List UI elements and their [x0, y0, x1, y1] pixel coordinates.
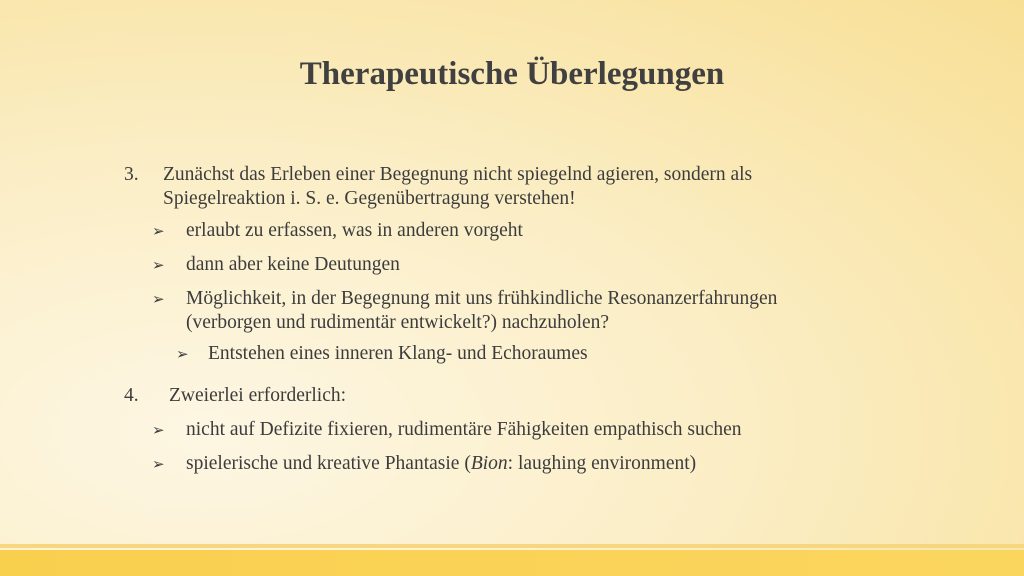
list-item-text: dann aber keine Deutungen — [186, 254, 400, 275]
footer-bar — [0, 550, 1024, 576]
list-item-text-line-1: Möglichkeit, in der Begegnung mit uns frühkindliche Resonanzerfahrungen — [186, 288, 778, 309]
slide-title: Therapeutische Überlegungen — [299, 56, 725, 92]
text-part: spielerische und kreative Phantasie ( — [186, 453, 471, 474]
arrow-bullet-icon: ➢ — [152, 290, 165, 308]
item-number: 3. — [124, 164, 139, 185]
arrow-bullet-icon: ➢ — [152, 421, 165, 439]
arrow-bullet-icon: ➢ — [152, 455, 165, 473]
list-item-text: erlaubt zu erfassen, was in anderen vorgeht — [186, 220, 523, 241]
decorative-stripe — [0, 544, 1024, 548]
nested-list-item — [176, 342, 916, 366]
arrow-bullet-icon: ➢ — [176, 345, 189, 363]
arrow-bullet-icon: ➢ — [152, 256, 165, 274]
item-text-line-2: Spiegelreaktion i. S. e. Gegenübertragung verstehen! — [163, 188, 576, 209]
item-number: 4. — [124, 385, 139, 406]
list-item-text — [186, 452, 912, 476]
list-item-text: nicht auf Defizite fixieren, rudimentäre Fähigkeiten empathisch suchen — [186, 419, 742, 440]
emphasis-text: Bion — [470, 453, 508, 474]
list-item — [152, 219, 912, 243]
text-part: : laughing environment) — [507, 453, 697, 474]
list-item — [152, 418, 912, 442]
numbered-item-3 — [124, 163, 904, 211]
list-item — [152, 452, 912, 476]
arrow-bullet-icon: ➢ — [152, 222, 165, 240]
list-item — [152, 287, 932, 335]
numbered-item-4 — [124, 384, 904, 408]
list-item-text-line-2: (verborgen und rudimentär entwickelt?) nachzuholen? — [186, 312, 610, 333]
list-item — [152, 253, 912, 277]
item-text: Zweierlei erforderlich: — [169, 385, 347, 406]
item-text-line-1: Zunächst das Erleben einer Begegnung nicht spiegelnd agieren, sondern als — [163, 164, 753, 185]
nested-list-item-text: Entstehen eines inneren Klang- und Echoraumes — [208, 343, 588, 364]
